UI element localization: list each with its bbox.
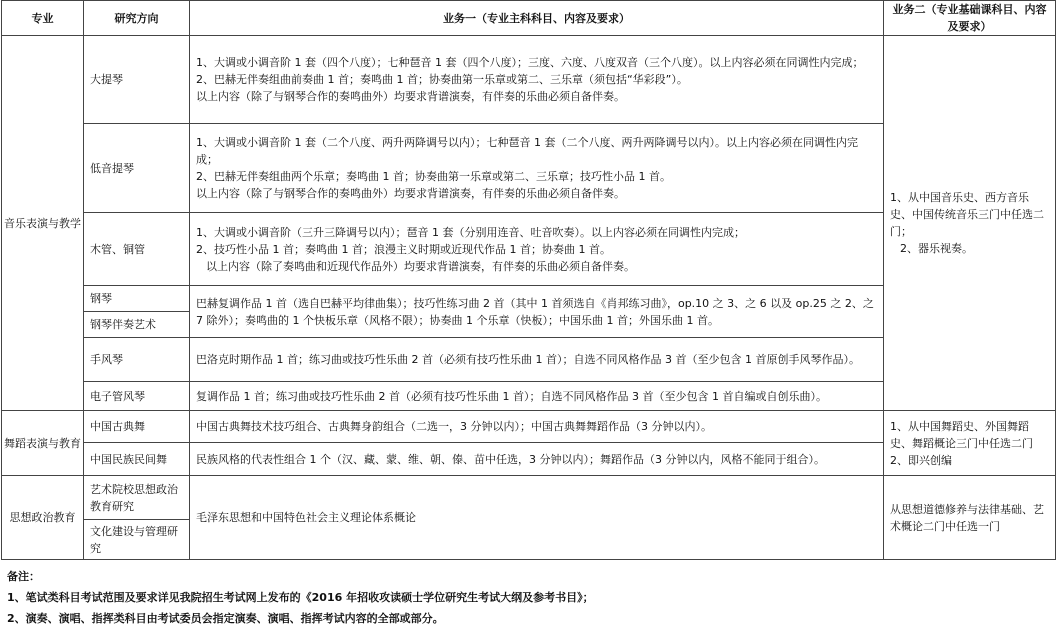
- direction-cello: 大提琴: [84, 36, 190, 124]
- requirement-line: 巴赫复调作品 1 首（选自巴赫平均律曲集）；技巧性练习曲 2 首（其中 1 首须选自《肖邦练习曲》，op.10 之 3、之 6 以及 op.25 之 2、之 7 除外）；奏鸣曲的 1 个快板乐章（风格不限）；协奏曲 1 个乐章（快板）；中国乐曲 1 首；外国乐曲 1 首。: [196, 296, 874, 327]
- note-item: 1、笔试类科目考试范围及要求详见我院招生考试网上发布的《2016 年招收攻读硕士学位研究生考试大纲及参考书目》；: [7, 591, 594, 605]
- requirement-line: 民族风格的代表性组合 1 个（汉、藏、蒙、维、朝、傣、苗中任选，3 分钟以内）；舞蹈作品（3 分钟以内，风格不能同于组合）。: [196, 452, 825, 466]
- requirement-line: 1、大调或小调音阶 1 套（二个八度、两升两降调号以内）；七种琶音 1 套（二个八度、两升两降调号以内）。以上内容必须在同调性内完成；: [196, 136, 858, 167]
- requirements-accordion: [190, 338, 884, 382]
- header-major: 专业: [2, 1, 84, 36]
- table-row: [2, 476, 1056, 520]
- header-row: [2, 1, 1056, 36]
- requirement-line: 1、大调或小调音阶 1 套（四个八度）；七种琶音 1 套（四个八度）；三度、六度、八度双音（三个八度）。以上内容必须在同调性内完成；: [196, 56, 864, 70]
- exam-requirements-table: [1, 0, 1056, 560]
- major-music: 音乐表演与教学: [2, 36, 84, 411]
- requirement-line: 2、技巧性小品 1 首；奏鸣曲 1 首；浪漫主义时期或近现代作品 1 首；协奏曲 1 首。: [196, 242, 611, 256]
- requirements-classical-dance: [190, 411, 884, 443]
- business2-dance: [884, 411, 1056, 476]
- requirements-folk-dance: [190, 443, 884, 476]
- requirements-electronic-organ: [190, 382, 884, 411]
- business2-music: [884, 36, 1056, 411]
- business2-politics: [884, 476, 1056, 560]
- major-dance: 舞蹈表演与教育: [2, 411, 84, 476]
- direction-piano: 钢琴: [84, 286, 190, 312]
- notes: [7, 566, 1057, 629]
- direction-winds: 木管、铜管: [84, 213, 190, 286]
- table-row: [2, 36, 1056, 124]
- requirement-line: 中国古典舞技术技巧组合、古典舞身韵组合（二选一，3 分钟以内）；中国古典舞舞蹈作品（3 分钟以内）。: [196, 420, 712, 434]
- requirement-line: 以上内容（除了与钢琴合作的奏鸣曲外）均要求背谱演奏，有伴奏的乐曲必须自备伴奏。: [196, 90, 625, 104]
- table-row: [2, 411, 1056, 443]
- notes-title: 备注：: [7, 570, 40, 584]
- business2-line: 1、从中国音乐史、西方音乐史、中国传统音乐三门中任选二门；: [890, 191, 1044, 239]
- requirement-line: 复调作品 1 首；练习曲或技巧性乐曲 2 首（必须有技巧性乐曲 1 首）；自选不同风格作品 3 首（至少包含 1 首自编或自创乐曲）。: [196, 389, 827, 403]
- requirement-line: 以上内容（除了奏鸣曲和近现代作品外）均要求背谱演奏，有伴奏的乐曲必须自备伴奏。: [206, 259, 635, 273]
- business2-line: 1、从中国舞蹈史、外国舞蹈史、舞蹈概论三门中任选二门: [890, 419, 1033, 450]
- note-item: 2、演奏、演唱、指挥类科目由考试委员会指定演奏、演唱、指挥考试内容的全部或部分。: [7, 612, 444, 626]
- requirements-piano: [190, 286, 884, 338]
- direction-accordion: 手风琴: [84, 338, 190, 382]
- direction-politics-research: 艺术院校思想政治教育研究: [84, 476, 190, 520]
- direction-folk-dance: 中国民族民间舞: [84, 443, 190, 476]
- requirement-line: 1、大调或小调音阶（三升三降调号以内）；琶音 1 套（分别用连音、吐音吹奏）。以上内容必须在同调性内完成；: [196, 225, 745, 239]
- requirement-line: 2、巴赫无伴奏组曲前奏曲 1 首；奏鸣曲 1 首；协奏曲第一乐章或第二、三乐章（须包括“华彩段”）。: [196, 73, 688, 87]
- header-business1: 业务一（专业主科科目、内容及要求）: [190, 1, 884, 36]
- direction-electronic-organ: 电子管风琴: [84, 382, 190, 411]
- direction-piano-accompaniment: 钢琴伴奏艺术: [84, 312, 190, 338]
- requirement-line: 巴洛克时期作品 1 首；练习曲或技巧性乐曲 2 首（必须有技巧性乐曲 1 首）；自选不同风格作品 3 首（至少包含 1 首原创手风琴作品）。: [196, 353, 860, 367]
- business2-line: 从思想道德修养与法律基础、艺术概论二门中任选一门: [890, 502, 1044, 533]
- requirement-line: 2、巴赫无伴奏组曲两个乐章；奏鸣曲 1 首；协奏曲第一乐章或第二、三乐章；技巧性小品 1 首。: [196, 170, 671, 184]
- direction-culture-management: 文化建设与管理研究: [84, 520, 190, 560]
- requirements-cello: [190, 36, 884, 124]
- direction-classical-dance: 中国古典舞: [84, 411, 190, 443]
- requirement-line: 毛泽东思想和中国特色社会主义理论体系概论: [196, 511, 416, 525]
- direction-double-bass: 低音提琴: [84, 124, 190, 213]
- business2-line: 2、即兴创编: [890, 453, 952, 467]
- major-politics: 思想政治教育: [2, 476, 84, 560]
- header-direction: 研究方向: [84, 1, 190, 36]
- business2-line: 2、器乐视奏。: [900, 242, 973, 256]
- header-business2: 业务二（专业基础课科目、内容及要求）: [884, 1, 1056, 36]
- requirements-double-bass: [190, 124, 884, 213]
- requirement-line: 以上内容（除了与钢琴合作的奏鸣曲外）均要求背谱演奏，有伴奏的乐曲必须自备伴奏。: [196, 187, 625, 201]
- requirements-politics: [190, 476, 884, 560]
- requirements-winds: [190, 213, 884, 286]
